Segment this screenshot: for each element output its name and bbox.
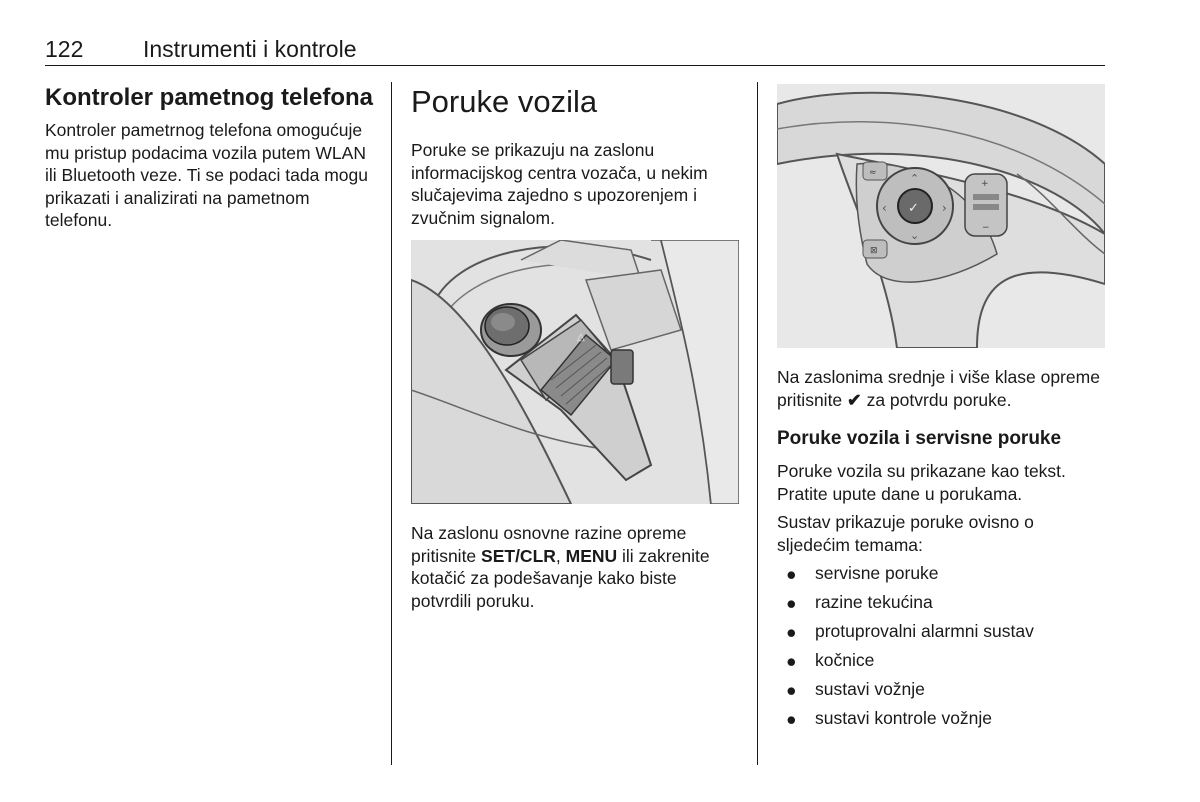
topics-paragraph: Sustav prikazuje poruke ovisno o sljedećim temama:: [777, 512, 1034, 555]
stalk-caption: Na zaslonu osnovne razine opreme pritisnite SET/CLR, MENU ili zakrenite kotačić za podešavanje kako biste potvrdili poruku.: [411, 523, 710, 611]
subsection-heading: Poruke vozila i servisne poruke: [777, 428, 1062, 449]
list-item: ● protuprovalni alarmni sustav: [786, 621, 1034, 642]
intro-paragraph: Poruke se prikazuju na zaslonu informacijskog centra vozača, u nekim slučajevima zajedno s upozorenjem i zvučnim signalom.: [411, 140, 708, 228]
svg-text:‹: ‹: [882, 201, 887, 215]
svg-text:✓: ✓: [908, 201, 919, 216]
list-item: ● kočnice: [786, 650, 875, 671]
bullet-icon: ●: [786, 593, 797, 613]
page-number: 122: [45, 36, 84, 62]
column-smartphone-controller: [45, 84, 375, 232]
bullet-icon: ●: [786, 709, 797, 729]
column-message-types: [777, 84, 1107, 736]
list-item: ● sustavi kontrole vožnje: [786, 708, 993, 729]
svg-text:⊠: ⊠: [870, 246, 878, 256]
bullet-icon: ●: [786, 622, 797, 642]
svg-text:−: −: [982, 223, 990, 233]
section-title: Poruke vozila: [411, 84, 598, 119]
svg-text:△: △: [577, 332, 585, 343]
header-title: Instrumenti i kontrole: [143, 36, 357, 62]
bullet-icon: ●: [786, 651, 797, 671]
messages-paragraph: Poruke vozila su prikazane kao tekst. Pratite upute dane u porukama.: [777, 461, 1066, 504]
check-symbol: ✔: [847, 389, 862, 410]
column-vehicle-messages: [411, 84, 741, 612]
menu-label: MENU: [565, 545, 618, 566]
list-item: ● razine tekućina: [786, 592, 933, 613]
list-item: ● servisne poruke: [786, 563, 939, 584]
svg-text:›: ›: [942, 201, 947, 215]
column-divider-right: [757, 82, 758, 765]
steering-wheel-illustration: [777, 84, 1105, 348]
wheel-caption: Na zaslonima srednje i više klase opreme pritisnite ✔ za potvrdu poruke.: [777, 367, 1100, 410]
topics-list: [777, 562, 1107, 729]
svg-text:⌄: ⌄: [910, 229, 920, 242]
section-heading: Kontroler pametnog telefona: [45, 84, 374, 111]
section-paragraph: Kontroler pametrnog telefona omogućuje mu pristup podacima vozila putem WLAN ili Bluetooth veze. Ti se podaci tada mogu prikazati i analizirati na pametnom telefonu.: [45, 120, 368, 230]
stalk-illustration: [411, 240, 739, 504]
svg-text:⌃: ⌃: [910, 172, 920, 185]
column-divider-left: [391, 82, 392, 765]
svg-text:≈: ≈: [869, 168, 877, 178]
list-item: ● sustavi vožnje: [786, 679, 925, 700]
bullet-icon: ●: [786, 680, 797, 700]
bullet-icon: ●: [786, 564, 797, 584]
set-clr-label: SET/CLR: [481, 545, 556, 566]
page-header: [45, 34, 1105, 66]
svg-text:+: +: [981, 179, 989, 189]
